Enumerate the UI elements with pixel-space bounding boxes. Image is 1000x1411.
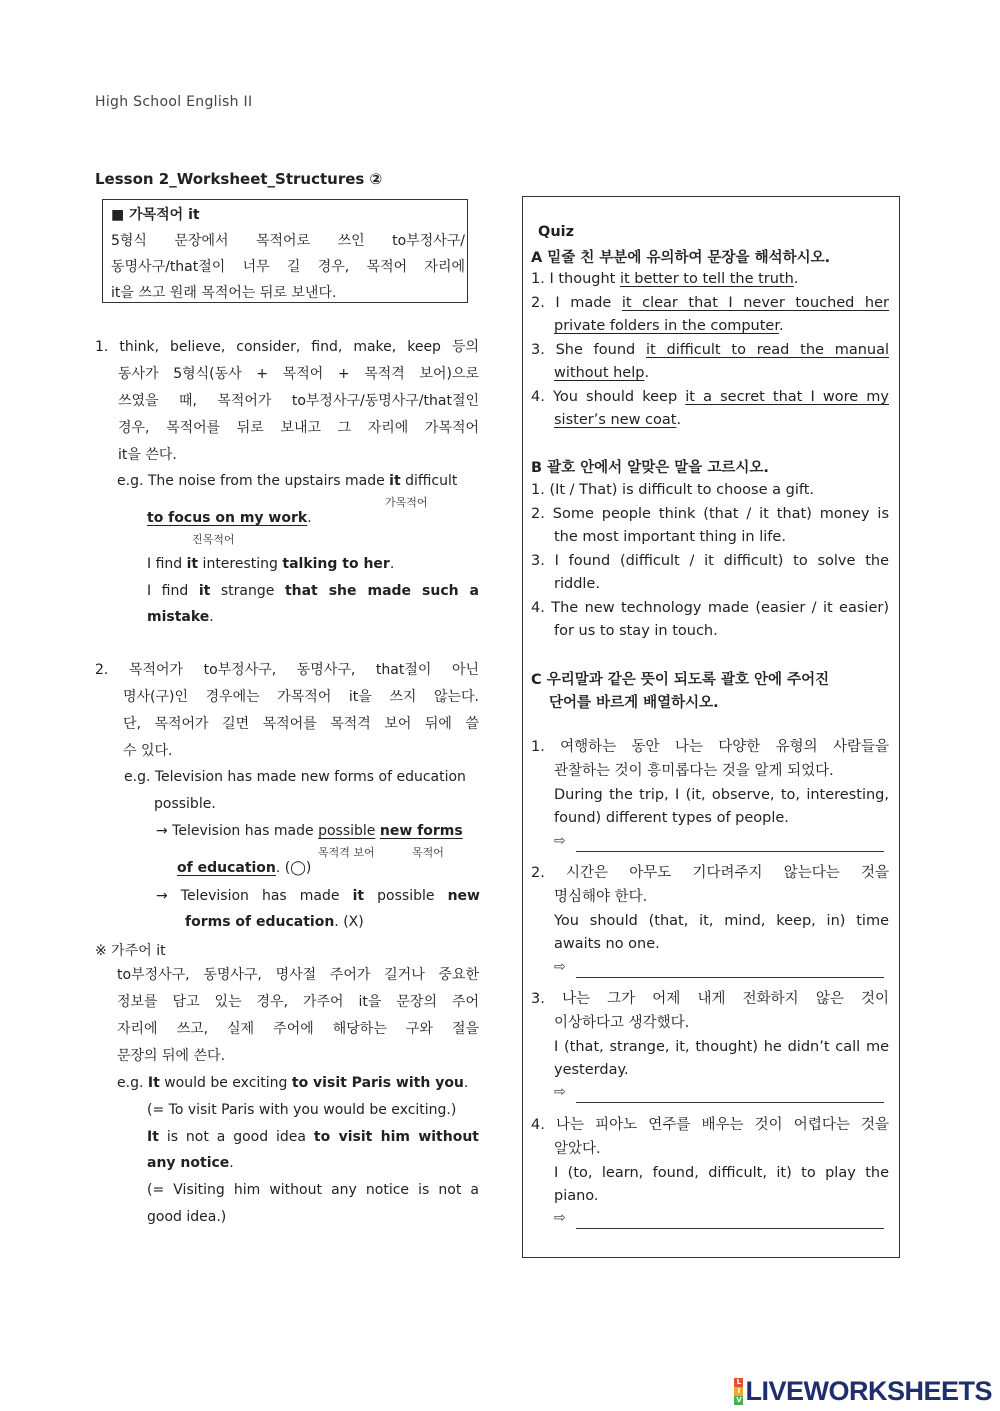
object-complement: possible	[318, 823, 376, 839]
section-2-example: possible.	[154, 796, 216, 812]
example-3b	[147, 609, 214, 625]
quiz-c-q3: 3. 나는 그가 어제 내게 전화하지 않은 것이	[531, 991, 889, 1007]
example-text: strange	[210, 583, 285, 599]
section-1-line: 1. think, believe, consider, find, make, keep 등의	[95, 339, 479, 355]
section-2-line: 수 있다.	[123, 743, 173, 759]
quiz-c-q1: During the trip, I (it, observe, to, interesting,	[554, 787, 889, 803]
example-1	[117, 473, 457, 489]
quiz-b-q4b: for us to stay in touch.	[554, 623, 718, 639]
arrow-example-1	[156, 823, 463, 839]
quiz-a-q2b	[554, 315, 784, 339]
example-2	[147, 556, 394, 572]
quiz-c-q4: piano.	[554, 1188, 599, 1204]
definition-line: 5형식 문장에서 목적어로 쓰인 to부정사구/	[111, 233, 465, 249]
punct: .	[676, 412, 682, 428]
answer-arrow-icon: ⇨	[554, 833, 566, 849]
example-it: it	[186, 556, 199, 572]
object: new forms	[379, 823, 463, 839]
example-it: It	[147, 1129, 159, 1145]
section-3-line: 문장의 뒤에 쓴다.	[117, 1048, 226, 1064]
definition-line: it을 쓰고 원래 목적어는 뒤로 보낸다.	[111, 285, 337, 301]
example-text: I find	[147, 583, 199, 599]
q-text: 4. You should keep	[531, 389, 686, 405]
example-bold: that she made such a	[284, 583, 480, 599]
example-text: e.g. The noise from the upstairs made	[117, 473, 390, 489]
answer-blank-4[interactable]	[576, 1228, 884, 1229]
q-text: 2. I made	[531, 295, 622, 311]
quiz-c-heading: C 우리말과 같은 뜻이 되도록 괄호 안에 주어진	[531, 672, 830, 688]
quiz-a-heading: A 밑줄 친 부분에 유의하여 문장을 해석하시오.	[531, 250, 831, 266]
example-text: → Television has made	[156, 888, 353, 904]
example-text: I find	[147, 556, 187, 572]
example-bold: to visit Paris with you	[291, 1075, 464, 1091]
mark-correct: . (◯)	[275, 860, 312, 876]
object: of education	[177, 860, 276, 876]
real-object	[147, 510, 312, 526]
section-3-line: 자리에 쓰고, 실제 주어에 해당하는 구와 절을	[117, 1021, 479, 1037]
answer-arrow-icon: ⇨	[554, 959, 566, 975]
section-2-line: 명사(구)인 경우에는 가목적어 it을 쓰지 않는다.	[123, 689, 479, 705]
quiz-a-q1	[531, 268, 798, 292]
quiz-b-q2: 2. Some people think (that / it that) money is	[531, 506, 889, 522]
answer-blank-1[interactable]	[576, 851, 884, 852]
quiz-title: Quiz	[538, 224, 575, 240]
punct: .	[389, 556, 395, 572]
definition-box	[102, 199, 468, 303]
quiz-c-q1: found) different types of people.	[554, 810, 789, 826]
answer-blank-3[interactable]	[576, 1102, 884, 1103]
quiz-b-q3b: riddle.	[554, 576, 600, 592]
example-text: would be exciting	[159, 1075, 292, 1091]
example-it: it	[352, 888, 365, 904]
section-2	[95, 657, 479, 765]
q-underlined: it better to tell the truth	[619, 271, 794, 287]
arrow-example-2	[156, 888, 480, 904]
section-3-example-2b	[147, 1155, 234, 1171]
section-2-line: 단, 목적어가 길면 목적어를 목적격 보어 뒤에 쓸	[123, 716, 479, 732]
arrow-example-2b	[185, 914, 364, 930]
quiz-c-heading: 단어를 바르게 배열하시오.	[549, 695, 719, 711]
logo-mark-letter: I	[734, 1387, 743, 1396]
real-object-text: to focus on my work	[147, 510, 308, 526]
section-3-paraphrase: (= Visiting him without any notice is not a	[147, 1182, 479, 1198]
example-bold: to visit him without	[313, 1129, 479, 1145]
logo-text: LIVEWORKSHEETS	[745, 1376, 992, 1406]
section-1	[95, 334, 479, 469]
answer-arrow-icon: ⇨	[554, 1084, 566, 1100]
example-text: difficult	[400, 473, 458, 489]
quiz-c-q2: awaits no one.	[554, 936, 660, 952]
quiz-a-q4b	[554, 409, 681, 433]
example-text: is not a good idea	[158, 1129, 314, 1145]
answer-arrow-icon: ⇨	[554, 1210, 566, 1226]
quiz-c-q3: 이상하다고 생각했다.	[554, 1015, 690, 1031]
liveworksheets-logo[interactable]	[734, 1376, 992, 1407]
example-text: interesting	[198, 556, 283, 572]
q-text: 1. I thought	[531, 271, 620, 287]
quiz-b-q2b: the most important thing in life.	[554, 529, 786, 545]
worksheet-title: Lesson 2_Worksheet_Structures ②	[95, 170, 383, 188]
q-underlined: without help	[554, 365, 645, 381]
quiz-c-q4: 알았다.	[554, 1141, 601, 1157]
section-1-line: 쓰였을 때, 목적어가 to부정사구/동명사구/that절인	[118, 393, 479, 409]
section-3-line: 정보를 담고 있는 경우, 가주어 it을 문장의 주어	[117, 994, 479, 1010]
example-3	[147, 583, 479, 599]
section-3-paraphrase: good idea.)	[147, 1209, 227, 1225]
quiz-c-q2: You should (that, it, mind, keep, in) time	[554, 913, 889, 929]
example-text: e.g.	[117, 1075, 148, 1091]
quiz-a-q3	[531, 339, 889, 363]
quiz-c-q2: 명심해야 한다.	[554, 889, 648, 905]
quiz-c-q3: yesterday.	[554, 1062, 629, 1078]
q-underlined: sister’s new coat	[554, 412, 677, 428]
section-1-line: 동사가 5형식(동사 + 목적어 + 목적격 보어)으로	[118, 366, 479, 382]
quiz-c-q4: I (to, learn, found, difficult, it) to play the	[554, 1165, 889, 1181]
q-underlined: it difficult to read the manual	[646, 342, 889, 358]
logo-mark-letter: L	[734, 1378, 743, 1387]
punct: .	[307, 510, 312, 526]
quiz-b-q4: 4. The new technology made (easier / it easier)	[531, 600, 889, 616]
quiz-a-q4	[531, 386, 889, 410]
definition-line: 동명사구/that절이 너무 길 경우, 목적어 자리에	[111, 259, 465, 275]
example-bold: forms of education	[185, 914, 335, 930]
quiz-c-q4: 4. 나는 피아노 연주를 배우는 것이 어렵다는 것을	[531, 1117, 889, 1133]
quiz-c-q1: 관찰하는 것이 흥미롭다는 것을 알게 되었다.	[554, 763, 834, 779]
q-text: 3. She found	[531, 342, 647, 358]
logo-mark-icon	[734, 1378, 743, 1405]
quiz-a-q2	[531, 292, 889, 316]
section-3-example-1	[117, 1075, 468, 1091]
example-it: It	[147, 1075, 160, 1091]
section-1-line: it을 쓴다.	[118, 447, 177, 463]
section-3-heading: ※ 가주어 it	[95, 943, 166, 959]
mark-wrong: . (X)	[334, 914, 364, 930]
punct: .	[793, 271, 799, 287]
section-1-line: 경우, 목적어를 뒤로 보내고 그 자리에 가목적어	[118, 420, 479, 436]
example-text: → Television has made	[156, 823, 319, 839]
section-3	[117, 962, 479, 1070]
example-bold: talking to her	[282, 556, 390, 572]
punct: .	[229, 1155, 234, 1171]
q-underlined: it clear that I never touched her	[621, 295, 889, 311]
section-3-example-2	[147, 1129, 479, 1145]
section-2-line: 2. 목적어가 to부정사구, 동명사구, that절이 아닌	[95, 662, 479, 678]
real-object-label: 진목적어	[192, 533, 235, 546]
punct: .	[644, 365, 650, 381]
section-3-line: to부정사구, 동명사구, 명사절 주어가 길거나 중요한	[117, 967, 479, 983]
section-3-paraphrase: (= To visit Paris with you would be exciting.)	[147, 1102, 457, 1118]
example-bold: new	[447, 888, 480, 904]
arrow-example-1b	[177, 860, 311, 876]
punct: .	[209, 609, 214, 625]
example-bold: mistake	[147, 609, 210, 625]
object-label: 목적어	[412, 846, 444, 859]
q-underlined: it a secret that I wore my	[685, 389, 889, 405]
punct: .	[778, 318, 784, 334]
quiz-b-q3: 3. I found (difficult / it difficult) to solve the	[531, 553, 889, 569]
example-it: it	[198, 583, 211, 599]
section-2-example: e.g. Television has made new forms of education	[124, 769, 466, 785]
quiz-c-q3: I (that, strange, it, thought) he didn’t call me	[554, 1039, 889, 1055]
quiz-a-q3b	[554, 362, 649, 386]
fake-object-label: 가목적어	[385, 496, 428, 509]
quiz-b-heading: B 괄호 안에서 알맞은 말을 고르시오.	[531, 460, 769, 476]
quiz-b-q1: 1. (It / That) is difficult to choose a gift.	[531, 482, 815, 498]
example-it: it	[389, 473, 401, 489]
example-text: possible	[364, 888, 448, 904]
logo-mark-letter: V	[736, 1396, 742, 1404]
definition-heading: ■ 가목적어 it	[111, 207, 200, 223]
example-bold: any notice	[147, 1155, 230, 1171]
page-header: High School English II	[95, 94, 253, 110]
quiz-c-q2: 2. 시간은 아무도 기다려주지 않는다는 것을	[531, 865, 889, 881]
quiz-c-q1: 1. 여행하는 동안 나는 다양한 유형의 사람들을	[531, 739, 889, 755]
object-complement-label: 목적격 보어	[318, 846, 375, 859]
q-underlined: private folders in the computer	[554, 318, 779, 334]
punct: .	[463, 1075, 469, 1091]
answer-blank-2[interactable]	[576, 977, 884, 978]
